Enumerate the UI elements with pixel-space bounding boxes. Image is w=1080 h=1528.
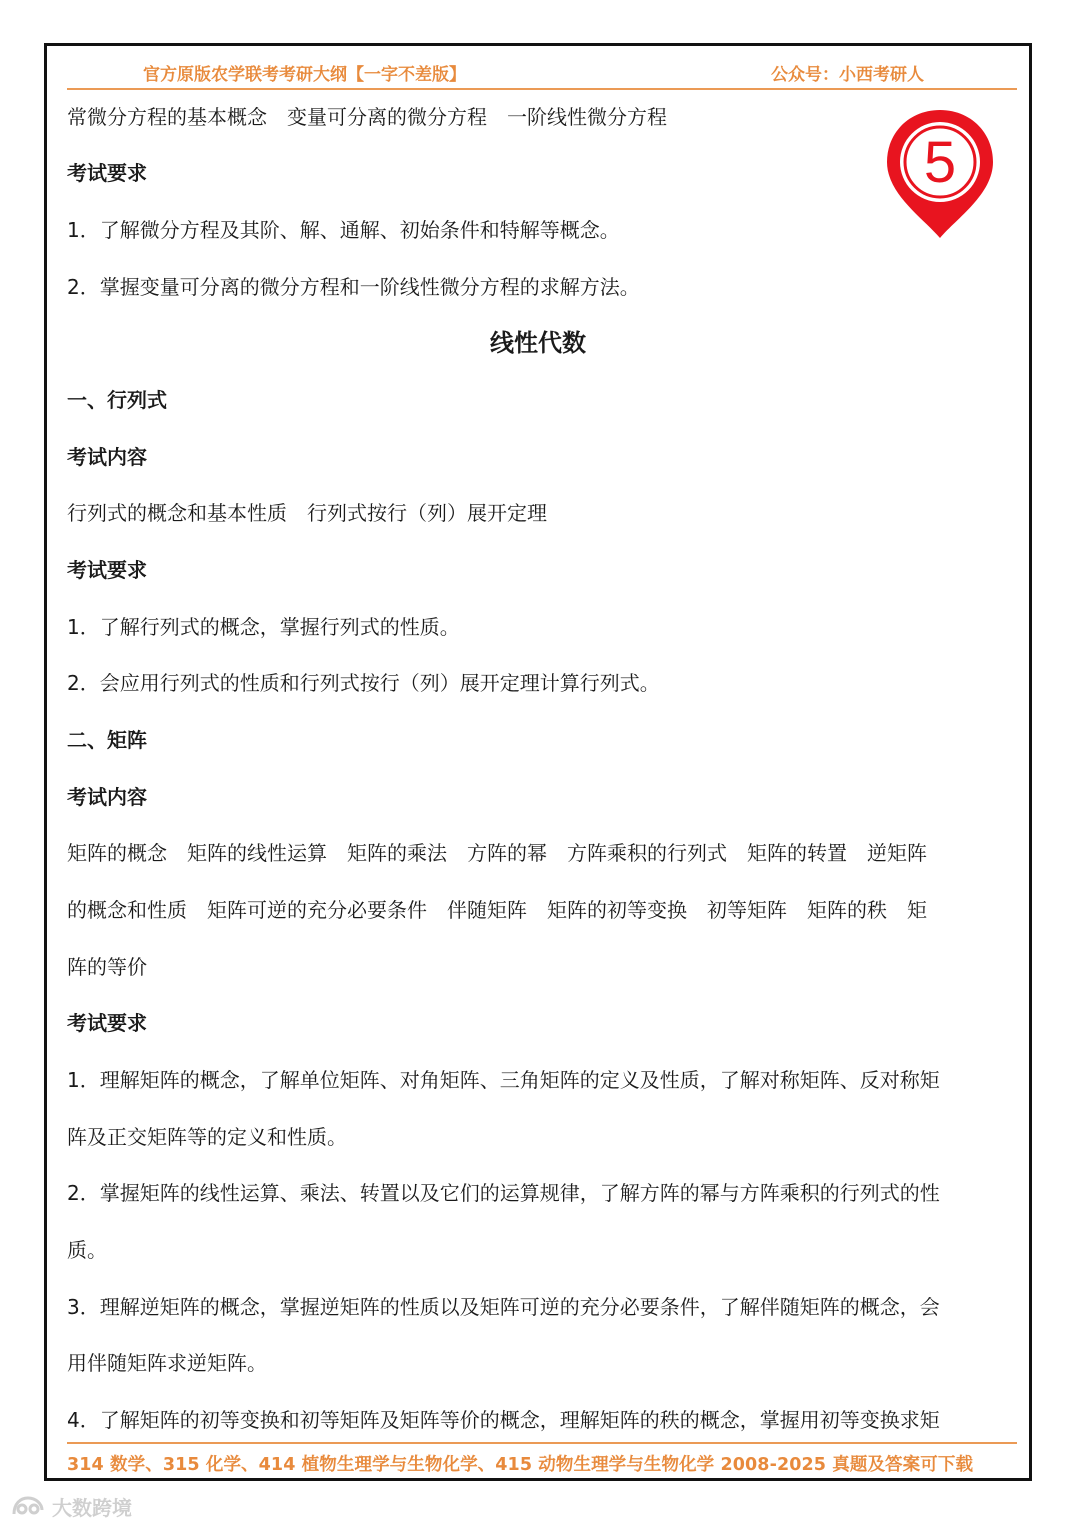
matrix-requirements-heading: 考试要求 xyxy=(67,1011,147,1035)
watermark-logo-icon xyxy=(10,1494,48,1520)
matrix-requirement-3-line-2: 用伴随矩阵求逆矩阵。 xyxy=(67,1351,267,1375)
matrix-content-line-2: 的概念和性质 矩阵可逆的充分必要条件 伴随矩阵 矩阵的初等变换 初等矩阵 矩阵的秩 矩 xyxy=(67,898,927,922)
calculus-content-line: 常微分方程的基本概念 变量可分离的微分方程 一阶线性微分方程 xyxy=(67,105,667,129)
matrix-content-line-1: 矩阵的概念 矩阵的线性运算 矩阵的乘法 方阵的幂 方阵乘积的行列式 矩阵的转置 逆矩阵 xyxy=(67,841,927,865)
page-frame xyxy=(44,43,1032,1481)
footer-divider xyxy=(67,1442,1017,1444)
matrix-requirement-2-line-1: 2．掌握矩阵的线性运算、乘法、转置以及它们的运算规律，了解方阵的幂与方阵乘积的行列式的性 xyxy=(67,1181,940,1205)
header-account: 公众号：小西考研人 xyxy=(771,65,924,85)
matrix-heading: 二、矩阵 xyxy=(67,728,147,752)
matrix-requirement-3-line-1: 3．理解逆矩阵的概念，掌握逆矩阵的性质以及矩阵可逆的充分必要条件，了解伴随矩阵的概念，会 xyxy=(67,1295,940,1319)
chapter-title: 线性代数 xyxy=(490,329,586,357)
determinant-heading: 一、行列式 xyxy=(67,388,167,412)
matrix-requirement-1-line-2: 阵及正交矩阵等的定义和性质。 xyxy=(67,1125,347,1149)
determinant-content-heading: 考试内容 xyxy=(67,445,147,469)
number-5-badge-icon xyxy=(885,106,995,242)
calculus-requirement-1: 1．了解微分方程及其阶、解、通解、初始条件和特解等概念。 xyxy=(67,218,620,242)
determinant-requirement-2: 2．会应用行列式的性质和行列式按行（列）展开定理计算行列式。 xyxy=(67,671,660,695)
matrix-requirement-1-line-1: 1．理解矩阵的概念，了解单位矩阵、对角矩阵、三角矩阵的定义及性质，了解对称矩阵、反对称矩 xyxy=(67,1068,940,1092)
determinant-content: 行列式的概念和基本性质 行列式按行（列）展开定理 xyxy=(67,501,547,525)
matrix-requirement-4-line-1: 4．了解矩阵的初等变换和初等矩阵及矩阵等价的概念，理解矩阵的秩的概念，掌握用初等变换求矩 xyxy=(67,1408,940,1432)
determinant-requirement-1: 1．了解行列式的概念，掌握行列式的性质。 xyxy=(67,615,460,639)
calculus-requirement-2: 2．掌握变量可分离的微分方程和一阶线性微分方程的求解方法。 xyxy=(67,275,640,299)
determinant-requirements-heading: 考试要求 xyxy=(67,558,147,582)
matrix-content-line-3: 阵的等价 xyxy=(67,955,147,979)
header-title: 官方原版农学联考考研大纲【一字不差版】 xyxy=(143,65,466,85)
calculus-requirements-heading: 考试要求 xyxy=(67,161,147,185)
watermark-text: 大数跨境 xyxy=(52,1496,132,1520)
watermark xyxy=(10,1492,132,1521)
footer-note: 314 数学、315 化学、414 植物生理学与生物化学、415 动物生理学与生物化学 2008-2025 真题及答案可下载 xyxy=(67,1455,974,1475)
matrix-content-heading: 考试内容 xyxy=(67,785,147,809)
matrix-requirement-2-line-2: 质。 xyxy=(67,1238,107,1262)
badge-number: 5 xyxy=(923,130,957,195)
header-divider xyxy=(67,88,1017,90)
